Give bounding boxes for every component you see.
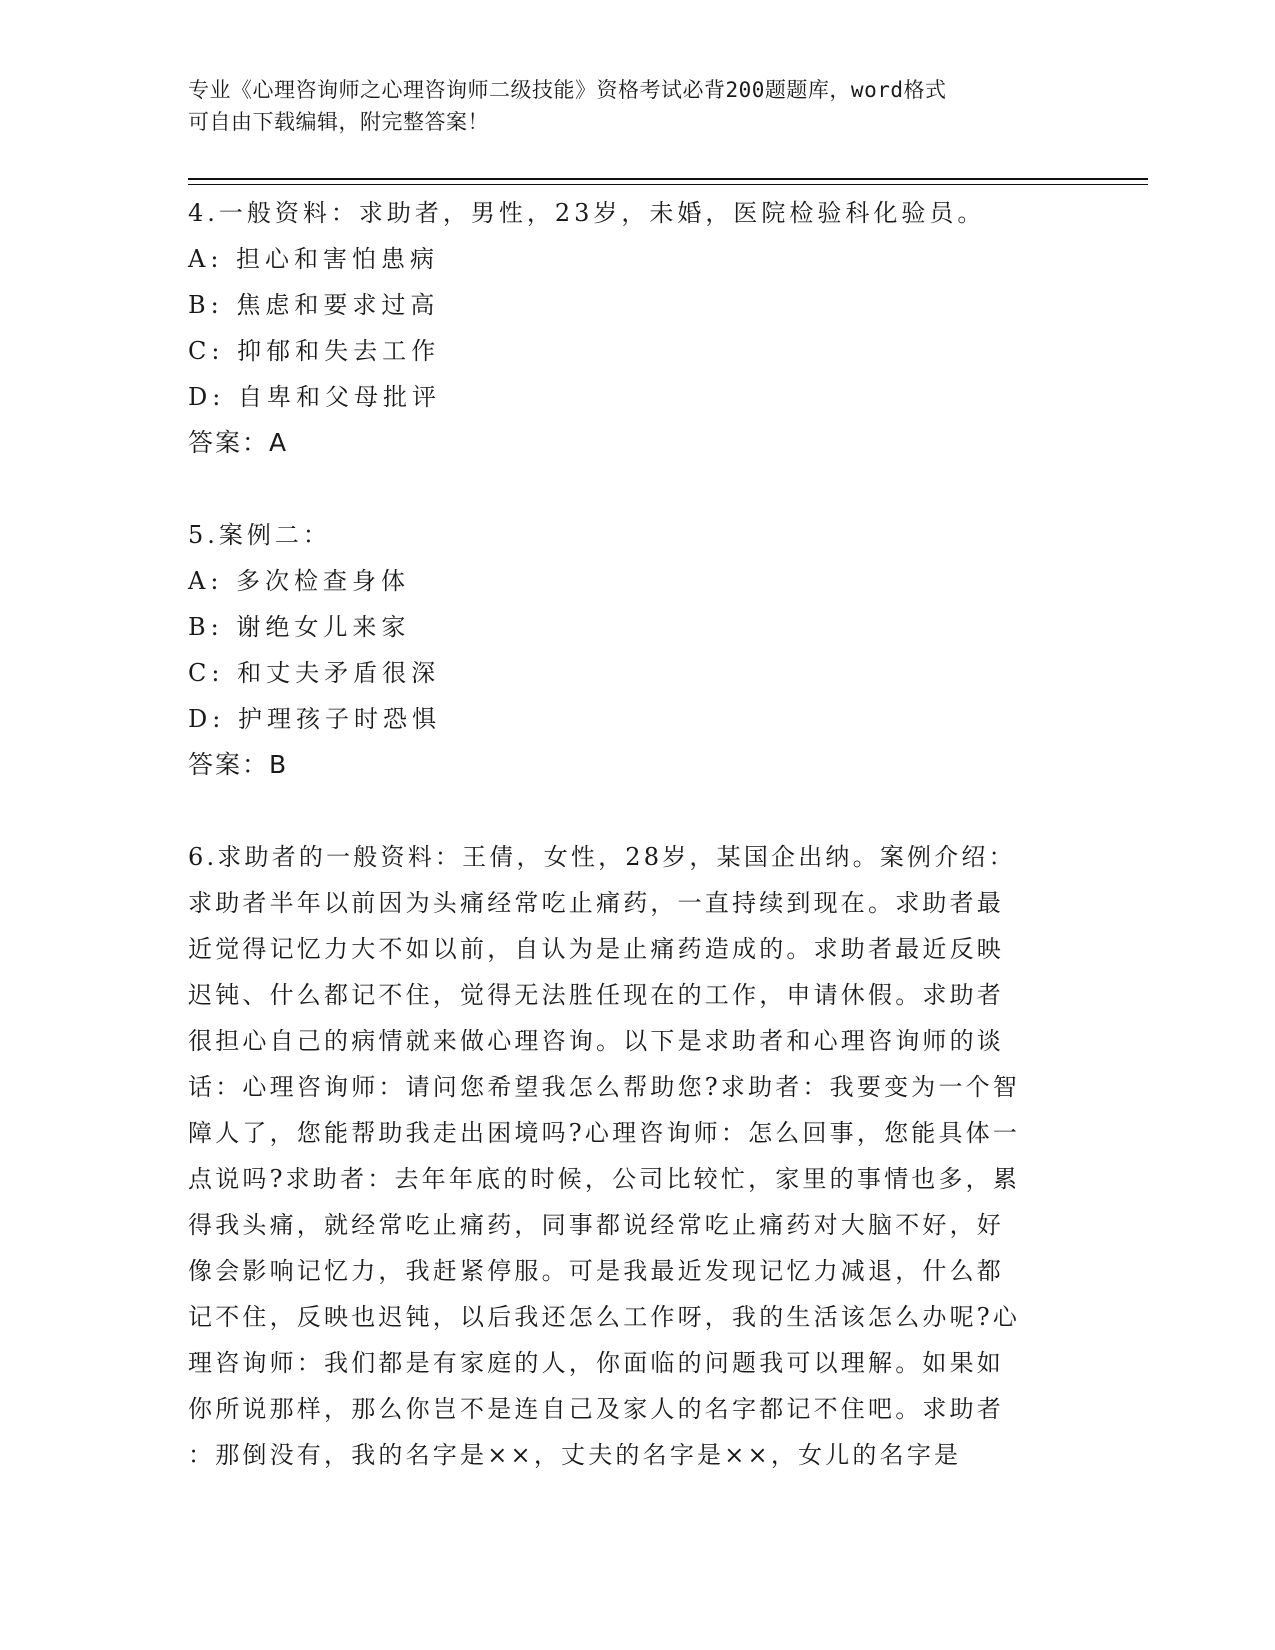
spacer xyxy=(188,788,1068,834)
paragraph-line: 你所说那样，那么你岂不是连自己及家人的名字都记不住吧。求助者 xyxy=(188,1395,1004,1423)
paragraph-line: 记不住，反映也迟钝，以后我还怎么工作呀，我的生活该怎么办呢?心 xyxy=(188,1303,1021,1331)
question-5 xyxy=(188,512,1068,788)
question-6 xyxy=(188,834,1068,1478)
option-a: A: 多次检查身体 xyxy=(188,567,411,595)
question-stem: 4.一般资料：求助者，男性，23岁，未婚，医院检验科化验员。 xyxy=(188,199,986,227)
document-body xyxy=(188,190,1068,1478)
paragraph-line: 理咨询师：我们都是有家庭的人，你面临的问题我可以理解。如果如 xyxy=(188,1349,1004,1377)
paragraph-line: 话：心理咨询师：请问您希望我怎么帮助您?求助者：我要变为一个智 xyxy=(188,1073,1021,1101)
header-line-1: 专业《心理咨询师之心理咨询师二级技能》资格考试必背200题题库，word格式 xyxy=(188,78,947,102)
paragraph-line: 障人了，您能帮助我走出困境吗?心理咨询师：怎么回事，您能具体一 xyxy=(188,1119,1021,1147)
document-header xyxy=(188,74,1068,138)
option-b: B: 焦虑和要求过高 xyxy=(188,291,440,319)
question-stem: 5.案例二： xyxy=(188,521,331,549)
spacer xyxy=(188,466,1068,512)
paragraph-line: ：那倒没有，我的名字是××，丈夫的名字是××，女儿的名字是 xyxy=(188,1441,962,1469)
option-d: D: 自卑和父母批评 xyxy=(188,383,441,411)
header-rule-thin xyxy=(188,184,1148,185)
paragraph-line: 6.求助者的一般资料：王倩，女性，28岁，某国企出纳。案例介绍： xyxy=(188,843,1016,871)
question-4 xyxy=(188,190,1068,466)
paragraph-line: 很担心自己的病情就来做心理咨询。以下是求助者和心理咨询师的谈 xyxy=(188,1027,1004,1055)
answer-label: 答案：B xyxy=(188,750,289,779)
header-rule-thick xyxy=(188,178,1148,180)
paragraph-line: 得我头痛，就经常吃止痛药，同事都说经常吃止痛药对大脑不好，好 xyxy=(188,1211,1004,1239)
paragraph-line: 求助者半年以前因为头痛经常吃止痛药，一直持续到现在。求助者最 xyxy=(188,889,1004,917)
option-b: B: 谢绝女儿来家 xyxy=(188,613,411,641)
option-a: A: 担心和害怕患病 xyxy=(188,245,440,273)
header-line-2: 可自由下载编辑，附完整答案！ xyxy=(188,110,489,134)
paragraph-line: 像会影响记忆力，我赶紧停服。可是我最近发现记忆力减退，什么都 xyxy=(188,1257,1004,1285)
paragraph-line: 近觉得记忆力大不如以前，自认为是止痛药造成的。求助者最近反映 xyxy=(188,935,1004,963)
paragraph-line: 点说吗?求助者：去年年底的时候，公司比较忙，家里的事情也多，累 xyxy=(188,1165,1021,1193)
option-c: C: 和丈夫矛盾很深 xyxy=(188,659,441,687)
option-d: D: 护理孩子时恐惧 xyxy=(188,705,441,733)
answer-label: 答案：A xyxy=(188,428,289,457)
paragraph-line: 迟钝、什么都记不住，觉得无法胜任现在的工作，申请休假。求助者 xyxy=(188,981,1004,1009)
option-c: C: 抑郁和失去工作 xyxy=(188,337,441,365)
